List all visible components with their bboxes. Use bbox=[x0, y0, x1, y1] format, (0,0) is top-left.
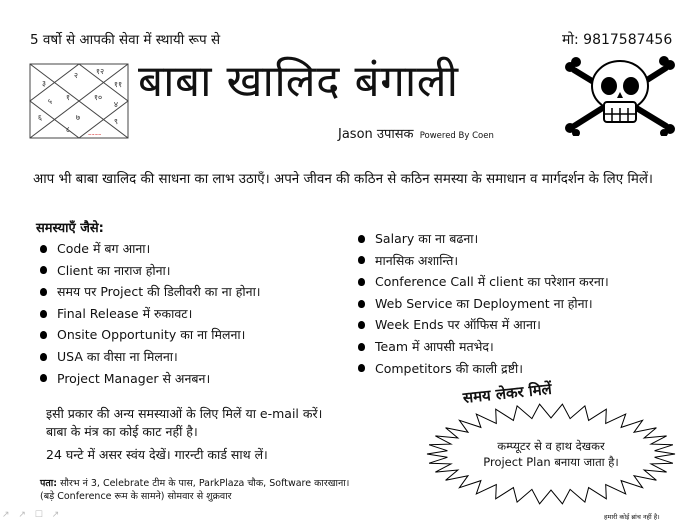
address bbox=[40, 478, 349, 504]
list-item: Web Service का Deployment ना होना। bbox=[358, 293, 609, 315]
chart-number: २ bbox=[73, 71, 79, 80]
bullet-icon bbox=[40, 353, 47, 361]
powered-by: Powered By Coen bbox=[419, 131, 494, 141]
bullet-icon bbox=[40, 266, 47, 274]
intro-paragraph: आप भी बाबा खालिद की साधना का लाभ उठाएँ। अपने जीवन की कठिन से कठिन समस्या के समाधान व मार्गदर्शन के लिए मिलें। bbox=[33, 172, 654, 187]
chart-number: ९ bbox=[113, 117, 119, 126]
bullet-icon bbox=[358, 256, 365, 264]
burst-text bbox=[446, 438, 656, 470]
subtitle bbox=[338, 124, 494, 142]
list-item: Client का नाराज होना। bbox=[40, 260, 261, 282]
chart-number: १२ bbox=[95, 67, 105, 76]
chart-number: १० bbox=[93, 93, 103, 102]
bullet-icon bbox=[40, 288, 47, 296]
list-item: Project Manager से अनबन। bbox=[40, 368, 261, 390]
list-item: Week Ends पर ऑफिस में आना। bbox=[358, 314, 609, 336]
list-item: Final Release में रुकावट। bbox=[40, 303, 261, 325]
bullet-icon bbox=[358, 300, 365, 308]
bullet-icon bbox=[358, 235, 365, 243]
more-line-2: बाबा के मंत्र का कोई काट नहीं है। bbox=[46, 424, 198, 440]
guarantee-text: 24 घन्टे में असर स्वंय देखें। गारन्टी कार्ड साथ लें। bbox=[46, 447, 268, 462]
bullet-icon bbox=[40, 331, 47, 339]
chart-number: ६ bbox=[37, 113, 43, 122]
list-item: Salary का ना बढना। bbox=[358, 228, 609, 250]
chart-number: ७ bbox=[75, 113, 81, 122]
bullet-icon bbox=[358, 321, 365, 329]
list-item: मानसिक अशान्ति। bbox=[358, 250, 609, 272]
address-line-2: (बड़े Conference रूम के सामने) सोमवार से शुक्रवार bbox=[40, 490, 232, 502]
horoscope-chart-icon bbox=[28, 62, 130, 140]
list-item: Onsite Opportunity का ना मिलना। bbox=[40, 324, 261, 346]
mobile-value: 9817587456 bbox=[583, 32, 673, 48]
subtitle-name: Jason उपासक bbox=[338, 127, 414, 142]
problems-list-left bbox=[40, 238, 261, 389]
mobile-label: मो: bbox=[562, 32, 579, 48]
chart-number: ४ bbox=[113, 100, 119, 109]
list-item: Code में बग आना। bbox=[40, 238, 261, 260]
list-item: समय पर Project की डिलीवरी का ना होना। bbox=[40, 281, 261, 303]
chart-number: ११ bbox=[113, 80, 123, 89]
burst-line-1: कम्प्यूटर से व हाथ देखकर bbox=[497, 439, 605, 453]
skull-crossbones-icon bbox=[560, 56, 680, 136]
bottom-marks: ↗ ↗ ☐ ↗ bbox=[2, 510, 63, 520]
chart-number: ८ bbox=[65, 125, 71, 134]
mobile-number bbox=[562, 30, 672, 49]
problems-list-right bbox=[358, 228, 609, 379]
address-label: पता: bbox=[40, 478, 58, 489]
page-title: बाबा खालिद बंगाली bbox=[138, 56, 459, 107]
burst-line-2: Project Plan बनाया जाता है। bbox=[483, 455, 619, 470]
bullet-icon bbox=[40, 245, 47, 253]
more-info bbox=[46, 405, 322, 441]
bullet-icon bbox=[40, 310, 47, 318]
bullet-icon bbox=[358, 278, 365, 286]
meet-heading: समय लेकर मिलें bbox=[462, 379, 553, 407]
footer-note: हमारी कोई ब्रांच नहीं है। bbox=[604, 513, 660, 521]
more-line-1: इसी प्रकार की अन्य समस्याओं के लिए मिलें या e-mail करें। bbox=[46, 406, 323, 421]
tagline: 5 वर्षो से आपकी सेवा में स्थायी रूप से bbox=[30, 32, 221, 48]
chart-number: ५ bbox=[47, 97, 53, 106]
bullet-icon bbox=[40, 374, 47, 382]
chart-number: ३ bbox=[41, 79, 47, 88]
problems-heading: समस्याएँ जैसे: bbox=[36, 221, 104, 236]
list-item: Conference Call में client का परेशान करना। bbox=[358, 271, 609, 293]
svg-text:~~~~: ~~~~ bbox=[88, 132, 102, 137]
list-item: USA का वीसा ना मिलना। bbox=[40, 346, 261, 368]
address-line-1: सौरभ नं 3, Celebrate टीम के पास, ParkPlaza चौक, Software कारखाना। bbox=[60, 478, 350, 489]
bullet-icon bbox=[358, 364, 365, 372]
chart-number: १ bbox=[65, 93, 71, 102]
list-item: Competitors की काली द्रष्टी। bbox=[358, 358, 609, 380]
bullet-icon bbox=[358, 343, 365, 351]
list-item: Team में आपसी मतभेद। bbox=[358, 336, 609, 358]
